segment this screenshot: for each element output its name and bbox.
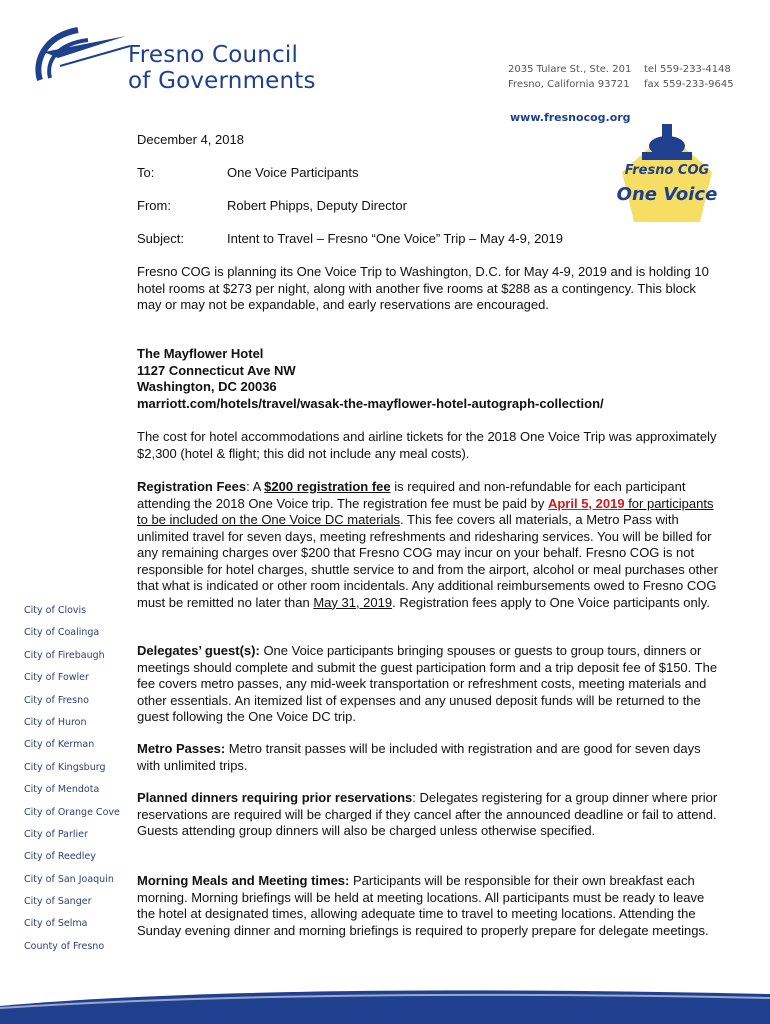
city-item: City of Mendota [24,784,100,796]
address-line1: 2035 Tulare St., Ste. 201 [508,64,632,75]
member-cities-list [24,600,124,958]
dinners-heading: Planned dinners requiring prior reservations [137,790,413,805]
website-link[interactable]: www.fresnocog.org [510,111,631,124]
city-item: City of Fresno [24,694,89,706]
meals-heading: Morning Meals and Meeting times: [137,873,350,888]
metro-paragraph [137,741,719,774]
city-item: City of Sanger [24,896,92,908]
city-item: City of Kerman [24,739,95,751]
city-item: City of Kingsburg [24,761,106,773]
phone-block [644,62,734,92]
delegates-heading: Delegates’ guest(s): [137,643,260,658]
registration-heading: Registration Fees [137,479,247,494]
registration-fee: $200 registration fee [264,479,391,494]
registration-text-4: . This fee covers all materials, a Metro Pass with unlimited travel for seven days, meeting refreshments and ridesharing services. You will be billed for any remaining charges over $200 that Fresno COG may incur on your behalf. Fresno COG is not responsible for hotel charges, shuttle service to and from the airport, alcohol or meal purchases other that what is indicated or other room incidentals. Any additional reimbursements owed to Fresno COG must be remitted no later than [137,512,718,610]
city-item: City of Clovis [24,605,87,616]
delegates-text: One Voice participants bringing spouses or guests to group tours, dinners or meetings should complete and submit the guest participation form and a trip deposit fee of $150. The fee covers metro passes, any mid-week transportation or refreshment costs, meeting materials and other essentials. An itemized list of expenses and any unused deposit funds will be returned to the guest following the One Voice DC trip. [137,643,718,724]
dinners-text: : Delegates registering for a group dinner where prior reservations are required will be charged if they cancel after the announced deadline or fail to attend. Guests attending group dinners will also be charged unless otherwise specified. [137,790,718,838]
one-voice-badge [612,122,722,232]
memo-date: December 4, 2018 [137,132,244,147]
fresno-cog-logo [30,22,140,92]
from-label: From: [137,198,171,213]
city-item: City of Orange Cove [24,806,120,818]
city-item: County of Fresno [24,940,105,952]
registration-deadline: April 5, 2019 [547,495,625,511]
city-item: City of Parlier [24,828,88,840]
metro-text: Metro transit passes will be included with registration and are good for seven days with unlimited trips. [137,741,701,773]
hotel-address [137,346,719,412]
badge-subtitle: One Voice [616,184,718,205]
subject-value: Intent to Travel – Fresno “One Voice” Trip – May 4-9, 2019 [227,231,564,246]
reimbursement-date: May 31, 2019 [313,594,393,610]
registration-text-3: for participants to be included on the One Voice DC materials [137,495,714,527]
fax: fax 559-233-9645 [644,79,734,90]
city-item: City of San Joaquin [24,873,114,885]
to-value: One Voice Participants [227,165,359,180]
org-name-line1: Fresno Council [128,42,299,68]
city-item: City of Selma [24,918,88,930]
city-item: City of Fowler [24,672,89,684]
badge-title: Fresno COG [624,163,710,178]
hotel-street: 1127 Connecticut Ave NW [137,362,296,378]
meals-paragraph [137,873,719,939]
footer-swoosh [0,986,770,1024]
registration-text-5: . Registration fees apply to One Voice participants only. [392,594,710,610]
subject-label: Subject: [137,231,184,246]
city-item: City of Firebaugh [24,649,105,661]
hotel-city: Washington, DC 20036 [137,379,277,394]
address-block [508,62,631,92]
meals-text: Participants will be responsible for their own breakfast each morning. Morning briefings will be held at meeting locations. All participants must be ready to leave the hotel at designated times, allowing adequate time to travel to meeting locations. Attending the Sunday evening dinner and morning briefings is required to properly prepare for delegate meetings. [137,873,709,938]
city-item: City of Coalinga [24,627,100,639]
registration-paragraph [137,479,719,611]
dinners-paragraph [137,790,719,840]
registration-text-2: is required and non-refundable for each participant attending the 2018 One Voice trip. The registration fee must be paid by [137,479,686,511]
registration-text-1: : A [246,479,265,494]
telephone: tel 559-233-4148 [644,64,731,75]
to-label: To: [137,165,155,180]
city-item: City of Huron [24,716,87,728]
organization-name [128,42,316,94]
org-name-line2: of Governments [128,68,316,94]
address-line2: Fresno, California 93721 [508,79,630,90]
hotel-url[interactable]: marriott.com/hotels/travel/wasak-the-mayflower-hotel-autograph-collection/ [137,395,604,411]
metro-heading: Metro Passes: [137,741,226,756]
hotel-name: The Mayflower Hotel [137,346,264,361]
intro-paragraph: Fresno COG is planning its One Voice Trip to Washington, D.C. for May 4-9, 2019 and is holding 10 hotel rooms at $273 per night, along with another five rooms at $288 as a contingency. This block may or may not be expandable, and early reservations are encouraged. [137,264,709,312]
from-value: Robert Phipps, Deputy Director [227,198,407,213]
cost-paragraph: The cost for hotel accommodations and airline tickets for the 2018 One Voice Trip was approximately $2,300 (hotel & flight; this did not include any meal costs). [137,429,717,461]
city-item: City of Reedley [24,851,96,863]
delegates-paragraph [137,643,719,726]
